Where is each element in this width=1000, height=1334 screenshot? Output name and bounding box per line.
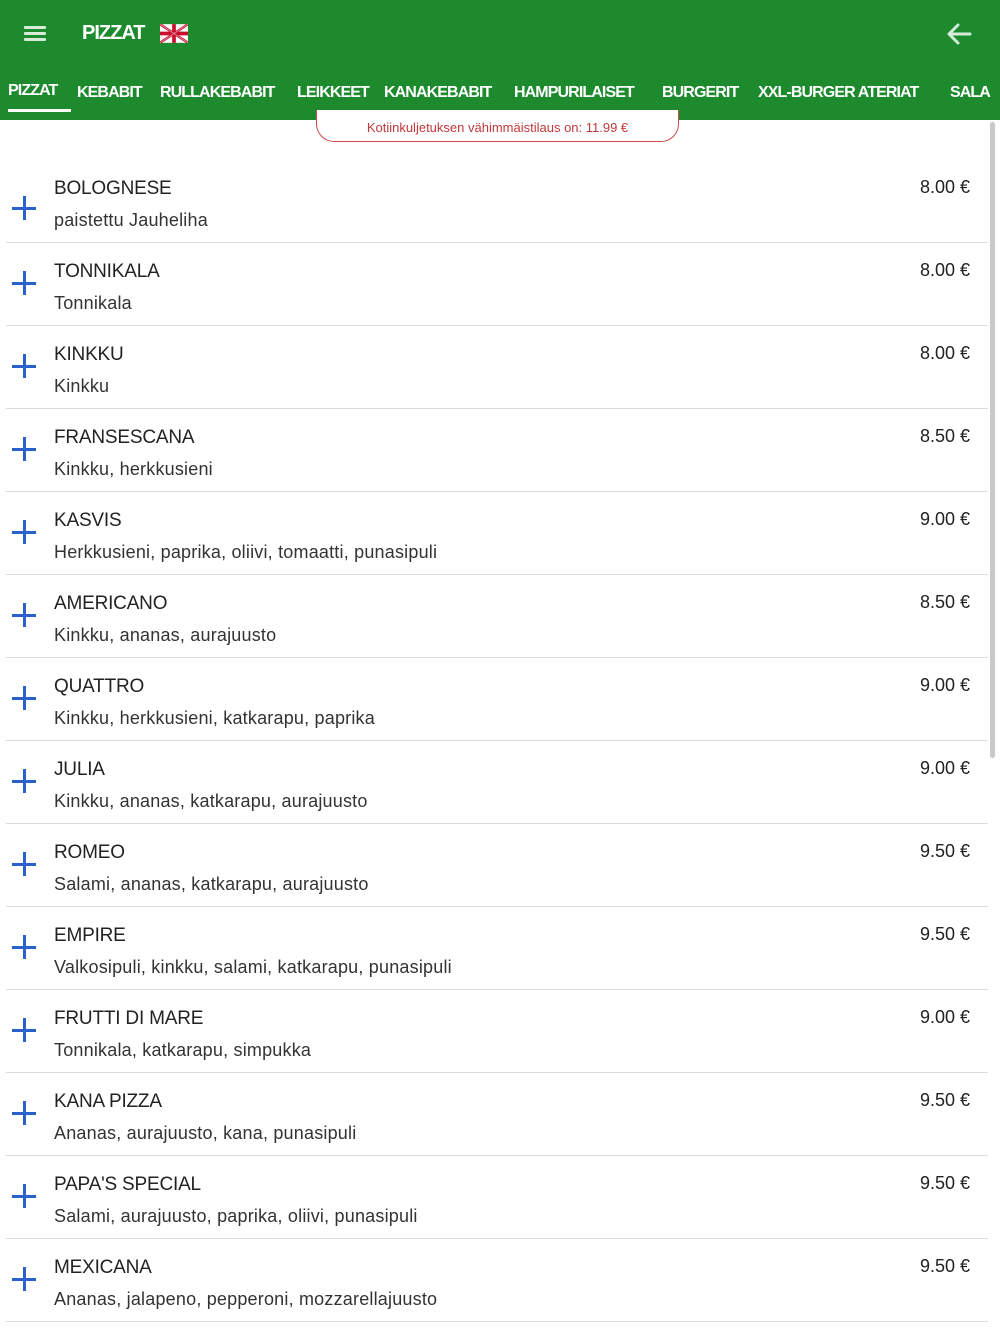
tab-sala[interactable]: SALA: [950, 84, 990, 101]
list-item[interactable]: [6, 1156, 988, 1239]
plus-icon[interactable]: [12, 520, 36, 544]
item-price: 9.50 €: [919, 841, 970, 861]
list-item[interactable]: [6, 409, 988, 492]
item-price: 9.00 €: [919, 675, 970, 695]
item-price: 9.00 €: [919, 509, 970, 529]
item-name: MEXICANA: [54, 1257, 152, 1278]
item-price: 8.50 €: [919, 592, 970, 612]
tab-pizzat[interactable]: PIZZAT: [8, 82, 58, 99]
item-description: Kinkku, herkkusieni: [54, 459, 213, 479]
list-item[interactable]: [6, 824, 988, 907]
item-description: Kinkku, ananas, aurajuusto: [54, 625, 277, 645]
uk-flag-icon[interactable]: [160, 24, 188, 43]
plus-icon[interactable]: [12, 1184, 36, 1208]
item-price: 9.50 €: [919, 1173, 970, 1193]
plus-icon[interactable]: [12, 686, 36, 710]
item-name: KASVIS: [54, 510, 122, 531]
item-name: KINKKU: [54, 344, 124, 365]
item-description: Salami, aurajuusto, paprika, oliivi, punasipuli: [54, 1206, 418, 1226]
item-name: ROMEO: [54, 842, 125, 863]
item-description: Tonnikala: [54, 293, 132, 313]
list-item[interactable]: [6, 1239, 988, 1322]
item-name: JULIA: [54, 759, 105, 780]
plus-icon[interactable]: [12, 1018, 36, 1042]
app-bar: [0, 0, 1000, 66]
item-price: 8.00 €: [919, 260, 970, 280]
arrow-left-icon[interactable]: [946, 22, 972, 46]
hamburger-menu-icon[interactable]: [24, 26, 46, 42]
list-item[interactable]: [6, 990, 988, 1073]
list-item[interactable]: [6, 243, 988, 326]
tab-burgerit[interactable]: BURGERIT: [662, 84, 739, 101]
item-name: BOLOGNESE: [54, 178, 172, 199]
item-price: 8.00 €: [919, 343, 970, 363]
item-price: 9.50 €: [919, 1256, 970, 1276]
item-name: EMPIRE: [54, 925, 126, 946]
page-title: PIZZAT: [82, 22, 145, 44]
item-description: Tonnikala, katkarapu, simpukka: [54, 1040, 312, 1060]
list-item[interactable]: [6, 658, 988, 741]
plus-icon[interactable]: [12, 437, 36, 461]
item-name: AMERICANO: [54, 593, 168, 614]
item-price: 9.00 €: [919, 1007, 970, 1027]
item-name: FRUTTI DI MARE: [54, 1008, 204, 1029]
plus-icon[interactable]: [12, 935, 36, 959]
item-price: 9.50 €: [919, 1090, 970, 1110]
plus-icon[interactable]: [12, 769, 36, 793]
plus-icon[interactable]: [12, 603, 36, 627]
plus-icon[interactable]: [12, 354, 36, 378]
tab-hampurilaiset[interactable]: HAMPURILAISET: [514, 84, 634, 101]
item-description: Salami, ananas, katkarapu, aurajuusto: [54, 874, 369, 894]
list-item[interactable]: [6, 575, 988, 658]
list-item[interactable]: [6, 492, 988, 575]
active-tab-indicator: [8, 109, 71, 112]
tab-rullakebabit[interactable]: RULLAKEBABIT: [160, 84, 275, 101]
item-description: Kinkku, ananas, katkarapu, aurajuusto: [54, 791, 368, 811]
list-item[interactable]: [6, 1073, 988, 1156]
list-item[interactable]: [6, 326, 988, 409]
scrollbar-thumb[interactable]: [990, 122, 995, 758]
plus-icon[interactable]: [12, 1267, 36, 1291]
item-price: 8.00 €: [919, 177, 970, 197]
item-name: KANA PIZZA: [54, 1091, 162, 1112]
item-description: Herkkusieni, paprika, oliivi, tomaatti, punasipuli: [54, 542, 438, 562]
item-description: Ananas, jalapeno, pepperoni, mozzarellajuusto: [54, 1289, 438, 1309]
list-item[interactable]: [6, 160, 988, 243]
item-description: Ananas, aurajuusto, kana, punasipuli: [54, 1123, 357, 1143]
list-item[interactable]: [6, 741, 988, 824]
item-description: paistettu Jauheliha: [54, 210, 208, 230]
item-price: 8.50 €: [919, 426, 970, 446]
item-name: TONNIKALA: [54, 261, 160, 282]
plus-icon[interactable]: [12, 196, 36, 220]
item-price: 9.50 €: [919, 924, 970, 944]
tab-leikkeet[interactable]: LEIKKEET: [297, 84, 369, 101]
item-description: Kinkku: [54, 376, 110, 396]
item-name: QUATTRO: [54, 676, 145, 697]
plus-icon[interactable]: [12, 271, 36, 295]
minimum-order-notice: [316, 110, 679, 142]
tab-kanakebabit[interactable]: KANAKEBABIT: [384, 84, 492, 101]
item-name: PAPA'S SPECIAL: [54, 1174, 201, 1195]
item-description: Valkosipuli, kinkku, salami, katkarapu, punasipuli: [54, 957, 452, 977]
list-item[interactable]: [6, 907, 988, 990]
tab-xxl-burger-ateriat[interactable]: XXL-BURGER ATERIAT: [758, 84, 919, 101]
minimum-order-text: Kotiinkuljetuksen vähimmäistilaus on: 11.99 €: [366, 120, 629, 135]
tab-kebabit[interactable]: KEBABIT: [77, 84, 142, 101]
menu-list: [0, 160, 1000, 1322]
item-description: Kinkku, herkkusieni, katkarapu, paprika: [54, 708, 375, 728]
item-name: FRANSESCANA: [54, 427, 195, 448]
plus-icon[interactable]: [12, 852, 36, 876]
item-price: 9.00 €: [919, 758, 970, 778]
plus-icon[interactable]: [12, 1101, 36, 1125]
